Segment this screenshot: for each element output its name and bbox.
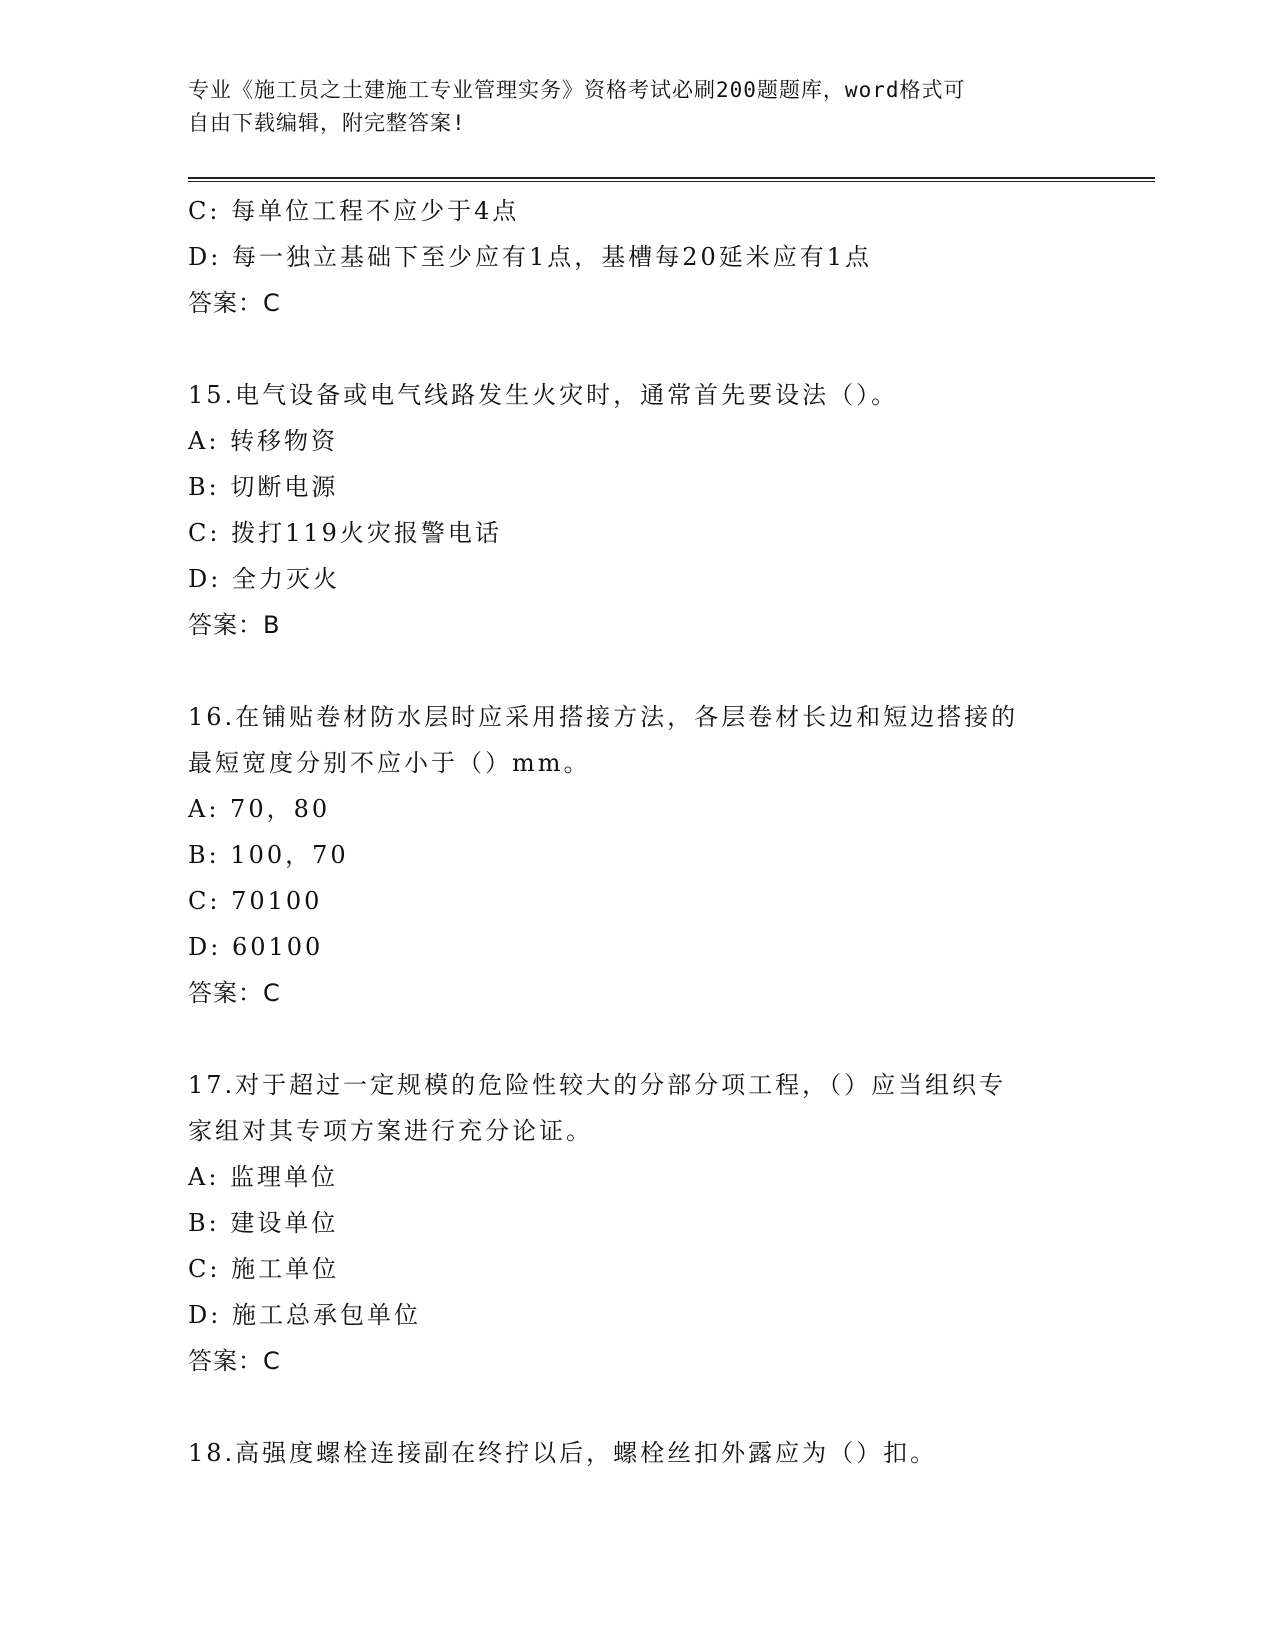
answer: 答案：B [188, 611, 281, 639]
option-c: C: 施工单位 [188, 1255, 340, 1283]
answer: 答案：C [188, 979, 281, 1007]
question-stem-line-1: 16.在铺贴卷材防水层时应采用搭接方法，各层卷材长边和短边搭接的 [188, 703, 1019, 731]
question-stem: 15.电气设备或电气线路发生火灾时，通常首先要设法（）。 [188, 381, 899, 409]
option-d: D: 60100 [188, 933, 324, 961]
spacer [188, 1016, 1108, 1062]
option-d: D: 全力灭火 [188, 565, 340, 593]
question-stem-line-2: 最短宽度分别不应小于（）mm。 [188, 749, 591, 777]
question-list [188, 188, 1108, 1476]
question-15 [188, 372, 1108, 648]
option-a: A: 监理单位 [188, 1163, 339, 1191]
option-c: C: 70100 [188, 887, 323, 915]
answer: 答案：C [188, 1347, 281, 1375]
option-c: C: 拨打119火灾报警电话 [188, 519, 502, 547]
header-divider [188, 177, 1155, 182]
question-stem-line-2: 家组对其专项方案进行充分论证。 [188, 1117, 593, 1145]
spacer [188, 326, 1108, 372]
header-line-1: 专业《施工员之土建施工专业管理实务》资格考试必刷200题题库，word格式可 [188, 78, 966, 102]
question-17 [188, 1062, 1108, 1384]
option-a: A: 70，80 [188, 795, 331, 823]
option-b: B: 建设单位 [188, 1209, 339, 1237]
question-stem-line-1: 17.对于超过一定规模的危险性较大的分部分项工程，（）应当组织专 [188, 1071, 1007, 1099]
option-c: C: 每单位工程不应少于4点 [188, 197, 520, 225]
spacer [188, 1384, 1108, 1430]
option-a: A: 转移物资 [188, 427, 339, 455]
option-b: B: 100，70 [188, 841, 349, 869]
question-16 [188, 694, 1108, 1016]
question-stem: 18.高强度螺栓连接副在终拧以后，螺栓丝扣外露应为（）扣。 [188, 1439, 938, 1467]
spacer [188, 648, 1108, 694]
question-18 [188, 1430, 1108, 1476]
option-b: B: 切断电源 [188, 473, 339, 501]
question-14-continued [188, 188, 1108, 326]
document-header [188, 74, 1088, 140]
answer: 答案：C [188, 289, 281, 317]
option-d: D: 每一独立基础下至少应有1点，基槽每20延米应有1点 [188, 243, 873, 271]
option-d: D: 施工总承包单位 [188, 1301, 421, 1329]
header-line-2: 自由下载编辑，附完整答案! [188, 111, 466, 135]
